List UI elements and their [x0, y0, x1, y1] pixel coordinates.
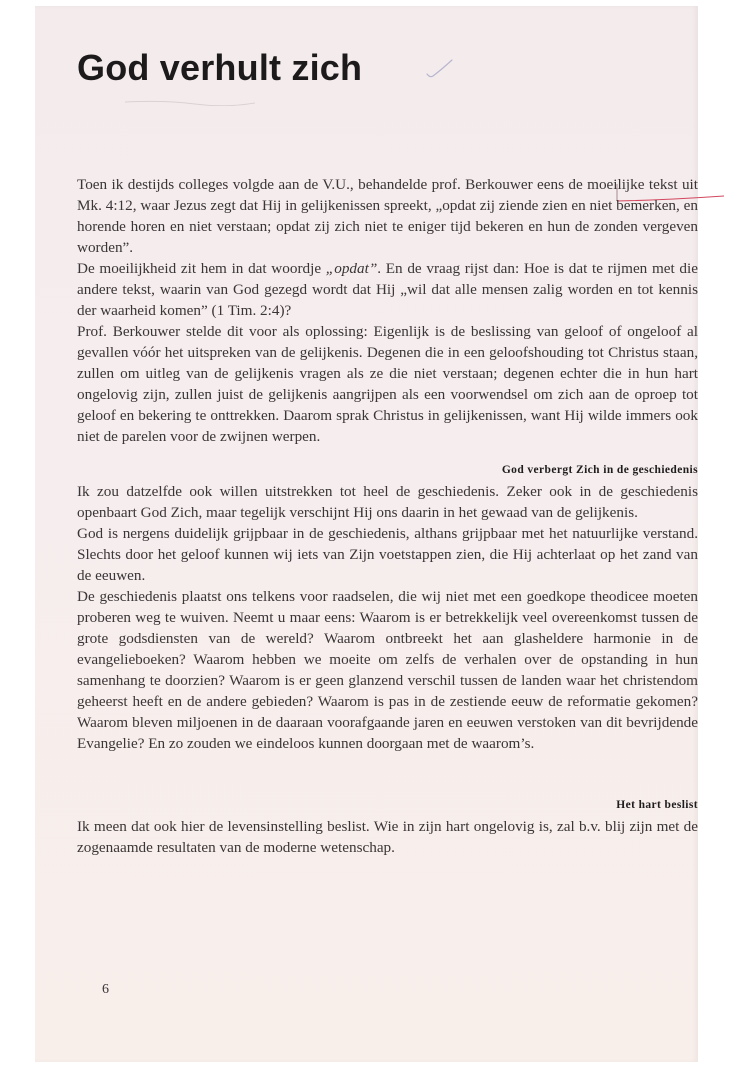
paragraph: Ik zou datzelfde ook willen uitstrekken tot heel de geschiedenis. Zeker ook in de geschiedenis openbaart God Zich, maar tegelijk verschijnt Hij ons daarin in het gewaad van de gelijkenis. [77, 483, 698, 521]
pencil-check-mark-icon [425, 58, 455, 80]
faint-pencil-line-icon [125, 100, 255, 106]
section-heading: God verbergt Zich in de geschiedenis [501, 464, 698, 476]
page-title: God verhult zich [77, 47, 363, 88]
paragraph: Prof. Berkouwer stelde dit voor als oplossing: Eigenlijk is de beslissing van geloof of ongeloof al gevallen vóór het uitspreken van de gelijkenis. Degenen die in een geloofshouding tot Christus staan, zullen om uitleg van de gelijkenis vragen als ze die niet verstaan; degenen echter die in hun hart ongelovig zijn, zullen juist de gelijkenis aangrijpen als een voorwendsel om zich aan de oproep tot geloof en bekering te onttrekken. Daarom sprak Christus in gelijkenissen, want Hij wilde immers ook niet de parelen voor de zwijnen werpen. [77, 323, 698, 445]
paragraph: God is nergens duidelijk grijpbaar in de geschiedenis, althans grijpbaar met het natuurlijke verstand. Slechts door het geloof kunnen wij iets van Zijn voetstappen zien, die Hij achterlaat op het zand van de eeuwen. [77, 525, 698, 584]
article-body [77, 174, 698, 858]
emphasis-opdat: „opdat” [325, 260, 378, 277]
book-page [35, 6, 698, 1062]
section-heading: Het hart beslist [616, 799, 698, 811]
paragraph: Toen ik destijds colleges volgde aan de V.U., behandelde prof. Berkouwer eens de moeilijke tekst uit Mk. 4:12, waar Jezus zegt dat Hij in gelijkenissen spreekt, „opdat zij ziende zien en niet bemerken, en horende horen en niet verstaan; opdat zij zich niet te eniger tijd bekeren en hun de zonden vergeven worden”. [77, 176, 698, 256]
paragraph: Ik meen dat ook hier de levensinstelling beslist. Wie in zijn hart ongelovig is, zal b.v. blij zijn met de zogenaamde resultaten van de moderne wetenschap. [77, 818, 698, 856]
paragraph: De geschiedenis plaatst ons telkens voor raadselen, die wij niet met een goedkope theodicee moeten proberen weg te wuiven. Neemt u maar eens: Waarom is er betrekkelijk veel overeenkomst tussen de grote godsdiensten van de wereld? Waarom ontbreekt het aan glasheldere harmonie in de evangelieboeken? Waarom hebben we moeite om zelfs de verhalen over de opstanding in hun samenhang te doorzien? Waarom is er geen glanzend verschil tussen de landen waar het christendom geheerst heeft en de andere gebieden? Waarom is pas in de zestiende eeuw de reformatie gekomen? Waarom bleven miljoenen in de daaraan voorafgaande jaren en eeuwen verstoken van dit bevrijdende Evangelie? En zo zouden we eindeloos kunnen doorgaan met de waarom’s. [77, 588, 698, 752]
paragraph [77, 258, 698, 321]
paragraph-text: . En de vraag rijst dan: Hoe is dat te rijmen met die andere tekst, waarin van God gezegd wordt dat Hij „wil dat alle mensen zalig worden en tot kennis der waarheid komen” (1 Tim. 2:4)? [77, 260, 698, 319]
page-number: 6 [102, 982, 109, 997]
paragraph-text: De moeilijkheid zit hem in dat woordje [77, 260, 326, 277]
